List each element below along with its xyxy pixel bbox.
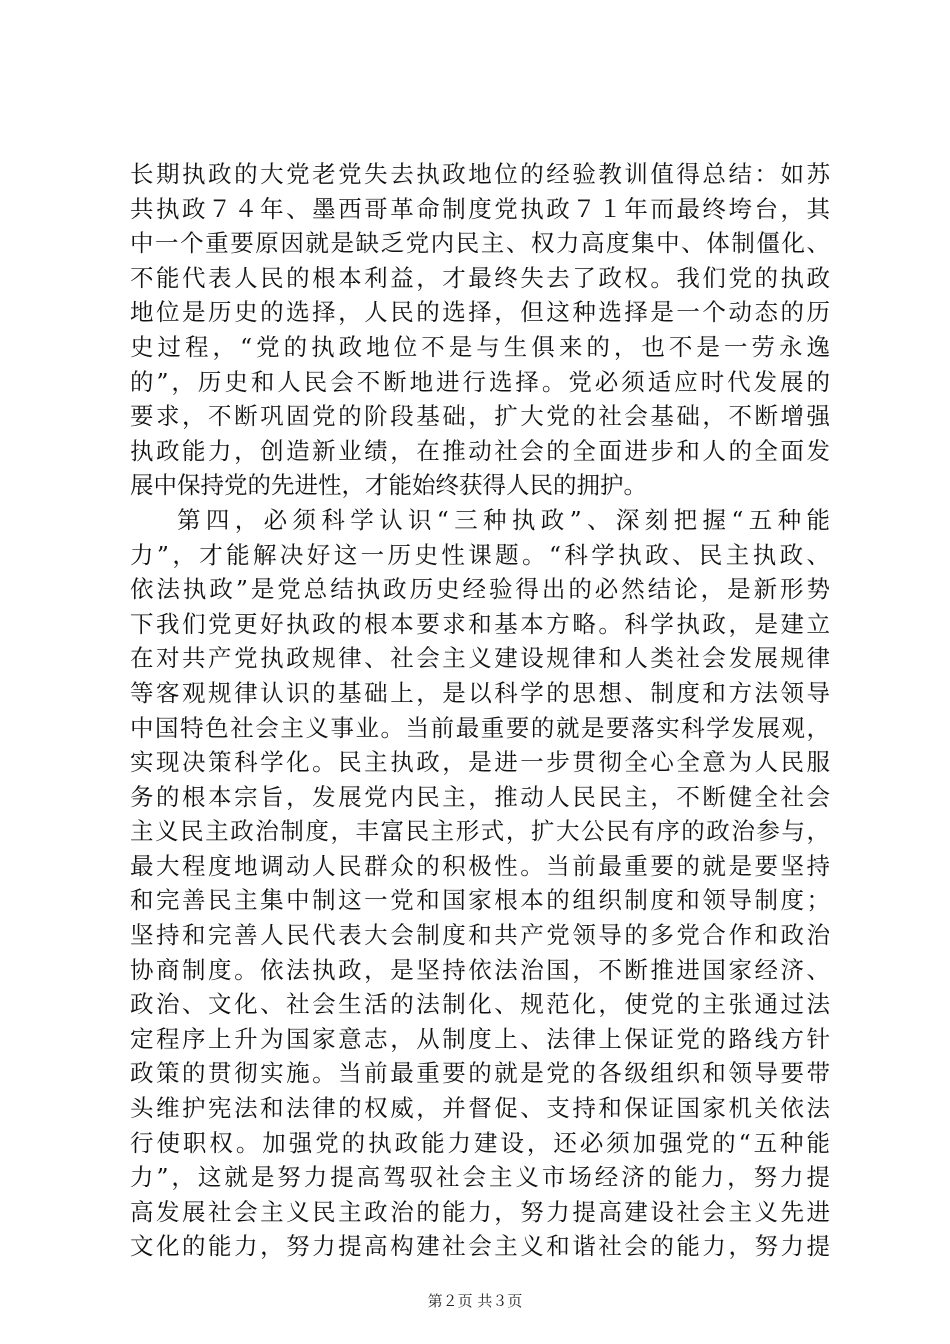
text-line: 下我们党更好执政的根本要求和基本方略。科学执政，是建立 [130,609,830,638]
text-line: 实现决策科学化。民主执政，是进一步贯彻全心全意为人民服 [130,748,830,777]
text-line: 力”，才能解决好这一历史性课题。“科学执政、民主执政、 [130,540,830,569]
text-line: 定程序上升为国家意志，从制度上、法律上保证党的路线方针 [130,1024,830,1053]
text-line: 政策的贯彻实施。当前最重要的就是党的各级组织和领导要带 [130,1059,830,1088]
text-line: 共执政７４年、墨西哥革命制度党执政７１年而最终垮台，其 [130,194,830,223]
text-line: 头维护宪法和法律的权威，并督促、支持和保证国家机关依法 [130,1094,830,1123]
text-line: 高发展社会主义民主政治的能力，努力提高建设社会主义先进 [130,1197,830,1226]
document-body [130,157,830,1264]
text-line: 展中保持党的先进性，才能始终获得人民的拥护。 [130,471,647,500]
page-footer [0,1291,950,1311]
text-line: 行使职权。加强党的执政能力建设，还必须加强党的“五种能 [130,1128,830,1157]
text-line: 协商制度。依法执政，是坚持依法治国，不断推进国家经济、 [130,955,830,984]
paragraph-1 [130,157,830,503]
text-line: 力”，这就是努力提高驾驭社会主义市场经济的能力，努力提 [130,1163,830,1192]
text-line: 中国特色社会主义事业。当前最重要的就是要落实科学发展观， [130,713,830,742]
text-line: 执政能力，创造新业绩，在推动社会的全面进步和人的全面发 [130,436,830,465]
text-line: 文化的能力，努力提高构建社会主义和谐社会的能力，努力提 [130,1232,830,1261]
text-line: 不能代表人民的根本利益，才最终失去了政权。我们党的执政 [130,263,830,292]
text-line: 最大程度地调动人民群众的积极性。当前最重要的就是要坚持 [130,851,830,880]
text-line: 史过程，“党的执政地位不是与生俱来的，也不是一劳永逸 [130,332,830,361]
paragraph-2 [130,503,830,1264]
text-line: 和完善民主集中制这一党和国家根本的组织制度和领导制度； [130,886,830,915]
text-line: 的”，历史和人民会不断地进行选择。党必须适应时代发展的 [130,367,830,396]
text-line: 务的根本宗旨，发展党内民主，推动人民民主，不断健全社会 [130,782,830,811]
text-line: 中一个重要原因就是缺乏党内民主、权力高度集中、体制僵化、 [130,229,830,258]
text-line: 主义民主政治制度，丰富民主形式，扩大公民有序的政治参与， [130,817,830,846]
text-line: 依法执政”是党总结执政历史经验得出的必然结论，是新形势 [130,575,830,604]
text-line: 在对共产党执政规律、社会主义建设规律和人类社会发展规律 [130,644,830,673]
text-line: 等客观规律认识的基础上，是以科学的思想、制度和方法领导 [130,678,830,707]
text-line: 政治、文化、社会生活的法制化、规范化，使党的主张通过法 [130,990,830,1019]
text-line: 坚持和完善人民代表大会制度和共产党领导的多党合作和政治 [130,921,830,950]
text-line: 要求，不断巩固党的阶段基础，扩大党的社会基础，不断增强 [130,402,830,431]
page-number: 第２页 共３页 [427,1292,523,1310]
text-line: 第四，必须科学认识“三种执政”、深刻把握“五种能 [177,505,830,534]
text-line: 长期执政的大党老党失去执政地位的经验教训值得总结：如苏 [130,160,830,188]
text-line: 地位是历史的选择，人民的选择，但这种选择是一个动态的历 [130,298,830,327]
